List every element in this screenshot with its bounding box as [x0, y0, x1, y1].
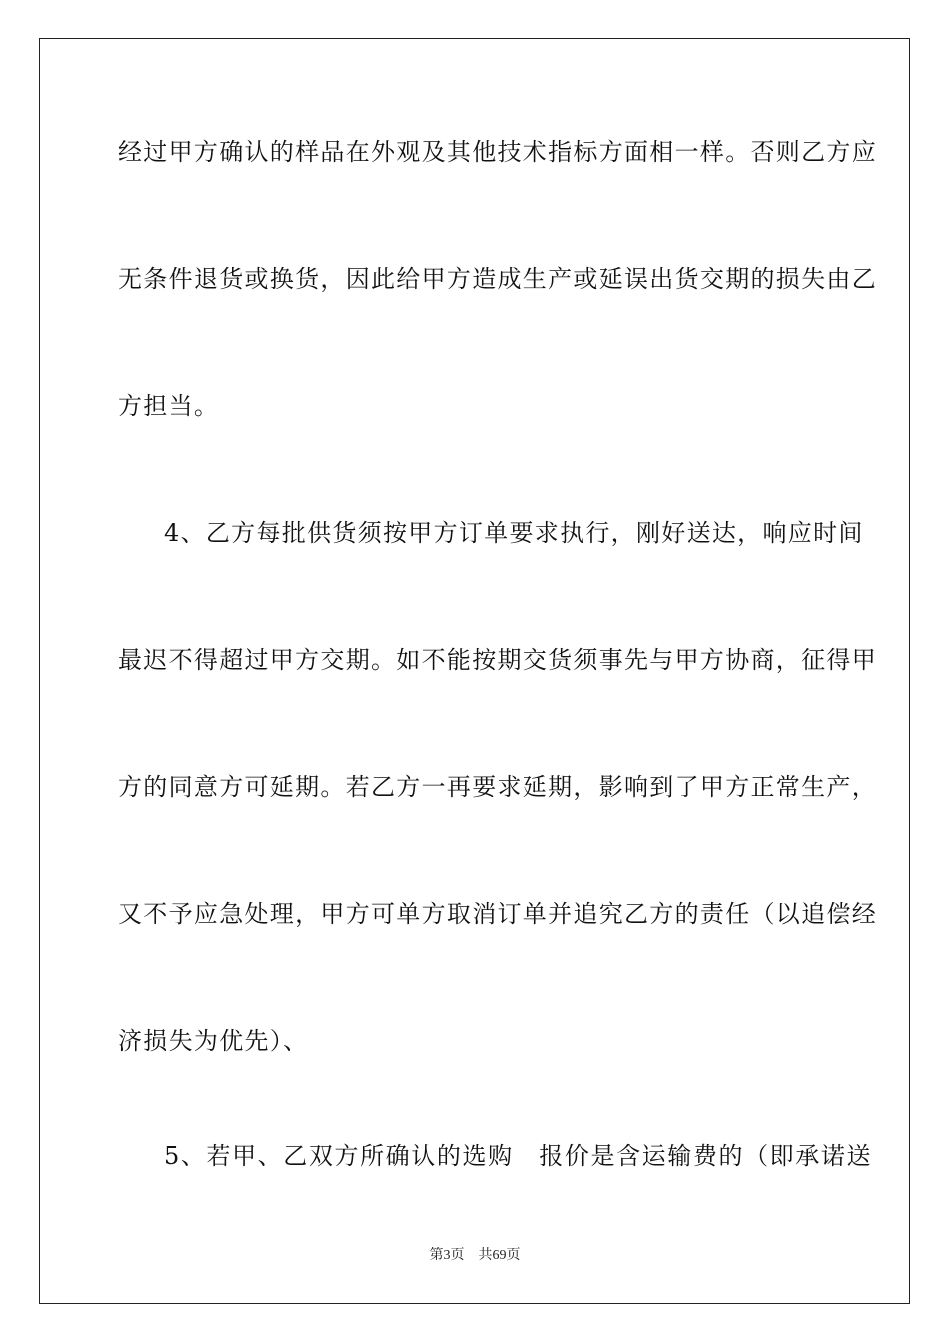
- body-text-line: 方的同意方可延期。若乙方一再要求延期，影响到了甲方正常生产，: [118, 773, 877, 801]
- body-text-line: 又不予应急处理，甲方可单方取消订单并追究乙方的责任（以追偿经: [118, 900, 877, 928]
- paragraph-5-first-line: 5、若甲、乙双方所确认的选购 报价是含运输费的（即承诺送: [164, 1142, 873, 1170]
- page-total: 共69页: [478, 1248, 521, 1263]
- body-text-line: 济损失为优先）、: [118, 1027, 309, 1055]
- body-text-line: 无条件退货或换货，因此给甲方造成生产或延误出货交期的损失由乙: [118, 265, 877, 293]
- page-number: 第3页: [429, 1248, 465, 1263]
- page-footer: [0, 1247, 950, 1265]
- body-text-line: 方担当。: [118, 392, 220, 420]
- body-text-line: 经过甲方确认的样品在外观及其他技术指标方面相一样。否则乙方应: [118, 138, 877, 166]
- paragraph-4-first-line: 4、乙方每批供货须按甲方订单要求执行，刚好送达，响应时间: [164, 519, 864, 547]
- body-text-line: 最迟不得超过甲方交期。如不能按期交货须事先与甲方协商，征得甲: [118, 646, 877, 674]
